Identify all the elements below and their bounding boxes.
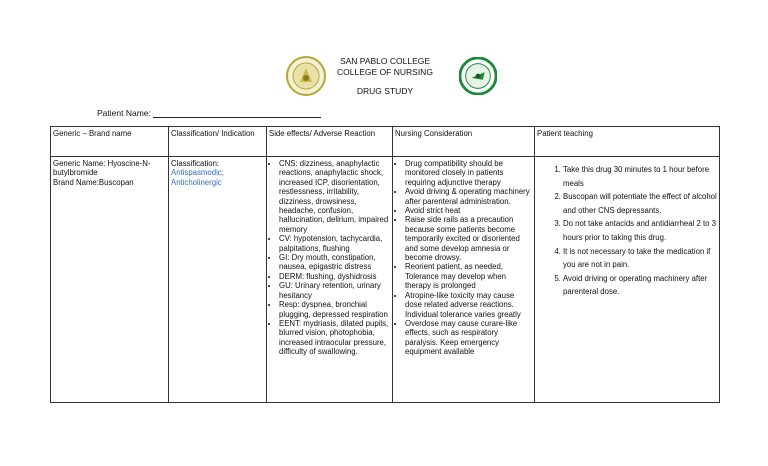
list-item: 2. Buscopan will potentiate the effect of alcohol and other CNS depressants.	[563, 190, 717, 217]
list-item: • DERM: flushing, dyshidrosis	[279, 272, 390, 281]
list-item: • GI: Dry mouth, constipation, nausea, epigastric distress	[279, 253, 390, 272]
list-item: • Atropine-like toxicity may cause dose related adverse reactions. Individual tolerance varies greatly	[405, 291, 532, 319]
list-item: 4. It is not necessary to take the medication if you are not in pain.	[563, 245, 717, 272]
drug-study-table	[50, 126, 720, 403]
classification-value: Antispasmodic; Anticholinergic	[171, 168, 224, 187]
list-item: • Resp: dyspnea, bronchial plugging, depressed respiration	[279, 300, 390, 319]
list-item: • Avoid driving & operating machinery after parenteral administration.	[405, 187, 532, 206]
patient-teaching-cell	[535, 157, 720, 403]
list-item: • CV: hypotension, tachycardia, palpitations, flushing	[279, 234, 390, 253]
classification-cell	[169, 157, 267, 403]
list-item: • Raise side rails as a precaution because some patients become temporarily excited or disoriented and some develop amnesia or become drowsy.	[405, 215, 532, 262]
brand-name: Brand Name:Buscopan	[53, 177, 134, 187]
side-effects-cell	[267, 157, 393, 403]
header-classification: Classification/ Indication	[169, 127, 267, 157]
patient-name-label: Patient Name:	[97, 108, 151, 118]
header-patient-teaching: Patient teaching	[535, 127, 720, 157]
list-item: • Overdose may cause curare-like effects, such as respiratory paralysis. Keep emergency equipment available	[405, 319, 532, 357]
department-name: COLLEGE OF NURSING	[337, 67, 433, 77]
list-item: • EENT: mydriasis, dilated pupils, blurred vision, photophobia, increased intraocular pressure, difficulty of swallowing.	[279, 319, 390, 357]
patient-name-field	[97, 108, 321, 118]
generic-name: Generic Name: Hyoscine-N-butylbromide	[53, 159, 151, 178]
header-side-effects: Side effects/ Adverse Reaction	[267, 127, 393, 157]
list-item: 5. Avoid driving or operating machinery after parenteral dose.	[563, 272, 717, 299]
list-item: • Reorient patient, as needed, Tolerance may develop when therapy is prolonged	[405, 262, 532, 290]
generic-brand-cell	[51, 157, 169, 403]
table-header-row	[51, 127, 720, 157]
header-nursing: Nursing Consideration	[393, 127, 535, 157]
college-of-nursing-seal-icon	[459, 57, 497, 95]
classification-label: Classification:	[171, 159, 220, 168]
list-item: 1. Take this drug 30 minutes to 1 hour before meals	[563, 163, 717, 190]
list-item: • CNS: dizziness, anaphylactic reactions, anaphylactic shock, increased ICP, disorientation, restlessness, irritability, dizziness, drowsiness, headache, confusion, hallucination, delirium, impaired memory	[279, 159, 390, 234]
list-item: 3. Do not take antacids and antidiarrheal 2 to 3 hours prior to taking this drug.	[563, 217, 717, 244]
document-title: DRUG STUDY	[356, 86, 414, 96]
list-item: • Drug compatibility should be monitored closely in patients requiring adjunctive therapy	[405, 159, 532, 187]
list-item: • GU: Urinary retention, urinary hesitancy	[279, 281, 390, 300]
header-generic-brand: Generic – Brand name	[51, 127, 169, 157]
nursing-consideration-cell	[393, 157, 535, 403]
college-name: SAN PABLO COLLEGE	[339, 56, 431, 66]
document-header	[320, 56, 450, 97]
list-item: • Avoid strict heat	[405, 206, 532, 215]
table-row	[51, 157, 720, 403]
patient-name-blank-line[interactable]	[153, 108, 321, 118]
